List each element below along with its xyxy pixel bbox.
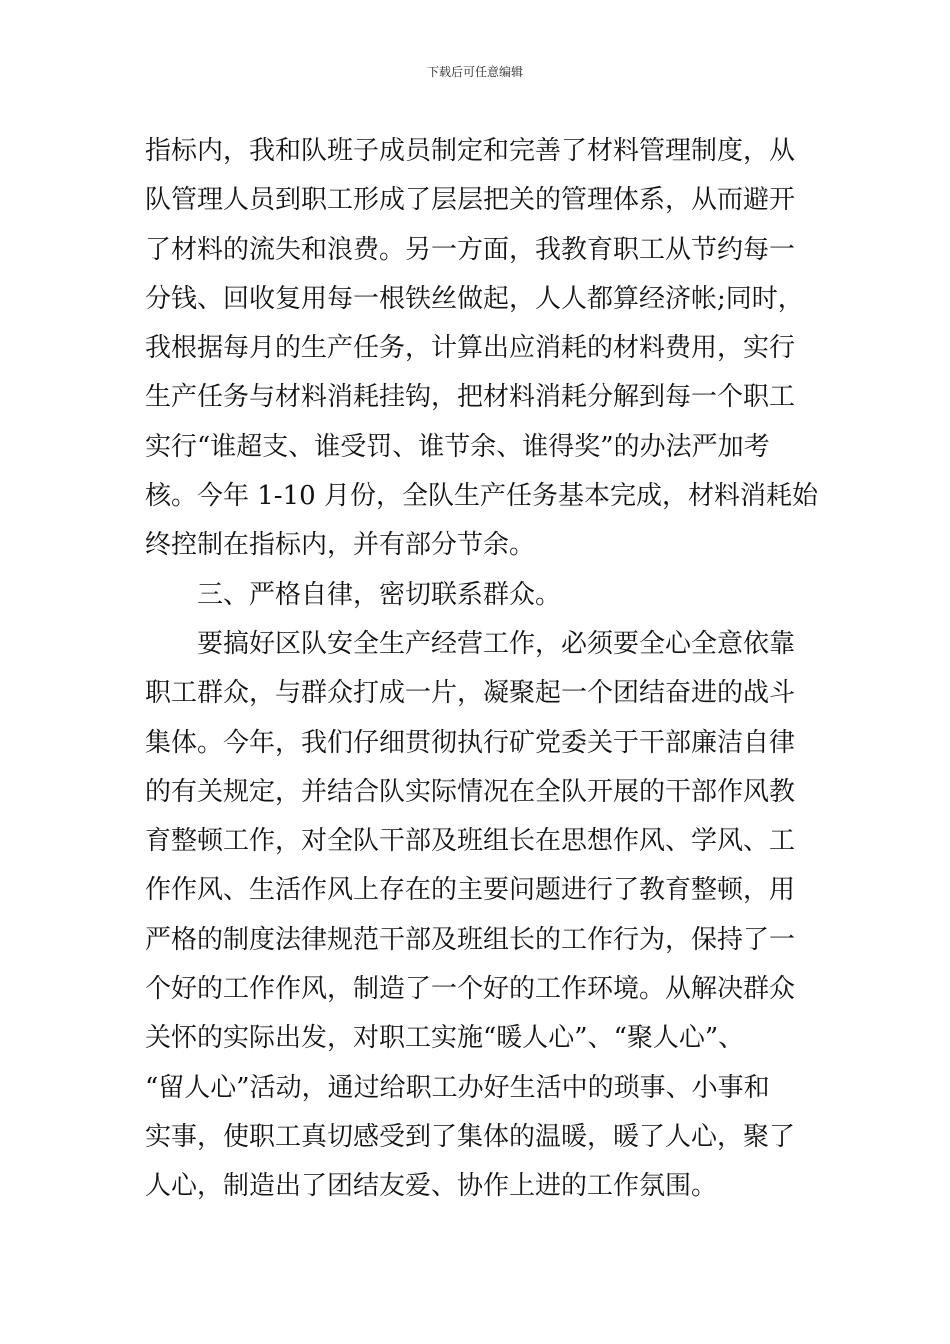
text-line: 关怀的实际出发，对职工实施“暖人心”、“聚人心”、 [145, 1023, 745, 1054]
paragraph-start-line: 要搞好区队安全生产经营工作，必须要全心全意依靠 [197, 628, 796, 659]
text-line: 严格的制度法律规范干部及班组长的工作行为，保持了一 [145, 924, 796, 955]
text-line: 核。今年 1-10 月份，全队生产任务基本完成，材料消耗始 [145, 481, 818, 512]
text-line: 职工群众，与群众打成一片，凝聚起一个团结奋进的战斗 [145, 678, 796, 709]
text-line: 育整顿工作，对全队干部及班组长在思想作风、学风、工 [145, 826, 796, 857]
text-line: 实事，使职工真切感受到了集体的温暖，暖了人心，聚了 [145, 1121, 796, 1152]
text-line: 个好的工作作风，制造了一个好的工作环境。从解决群众 [145, 974, 796, 1005]
text-line: 了材料的流失和浪费。另一方面，我教育职工从节约每一 [145, 234, 796, 265]
text-line: 队管理人员到职工形成了层层把关的管理体系，从而避开 [145, 185, 796, 216]
text-line: 作作风、生活作风上存在的主要问题进行了教育整顿，用 [145, 875, 796, 906]
text-line: 人心，制造出了团结友爱、协作上进的工作氛围。 [145, 1171, 718, 1202]
text-line: 的有关规定，并结合队实际情况在全队开展的干部作风教 [145, 776, 796, 807]
text-line: 集体。今年，我们仔细贯彻执行矿党委关于干部廉洁自律 [145, 727, 796, 758]
text-line: 生产任务与材料消耗挂钩，把材料消耗分解到每一个职工 [145, 382, 796, 413]
document-body [145, 127, 818, 1212]
page-header: 下载后可任意编辑 [426, 65, 523, 79]
section-heading: 三、严格自律，密切联系群众。 [197, 579, 562, 610]
text-line: “留人心”活动，通过给职工办好生活中的琐事、小事和 [145, 1072, 770, 1103]
text-line: 分钱、回收复用每一根铁丝做起，人人都算经济帐;同时， [145, 283, 804, 314]
text-line: 实行“谁超支、谁受罚、谁节余、谁得奖”的办法严加考 [145, 431, 770, 462]
text-line: 指标内，我和队班子成员制定和完善了材料管理制度，从 [145, 136, 796, 166]
text-line: 终控制在指标内，并有部分节余。 [145, 530, 536, 561]
text-line: 我根据每月的生产任务，计算出应消耗的材料费用，实行 [145, 333, 796, 364]
